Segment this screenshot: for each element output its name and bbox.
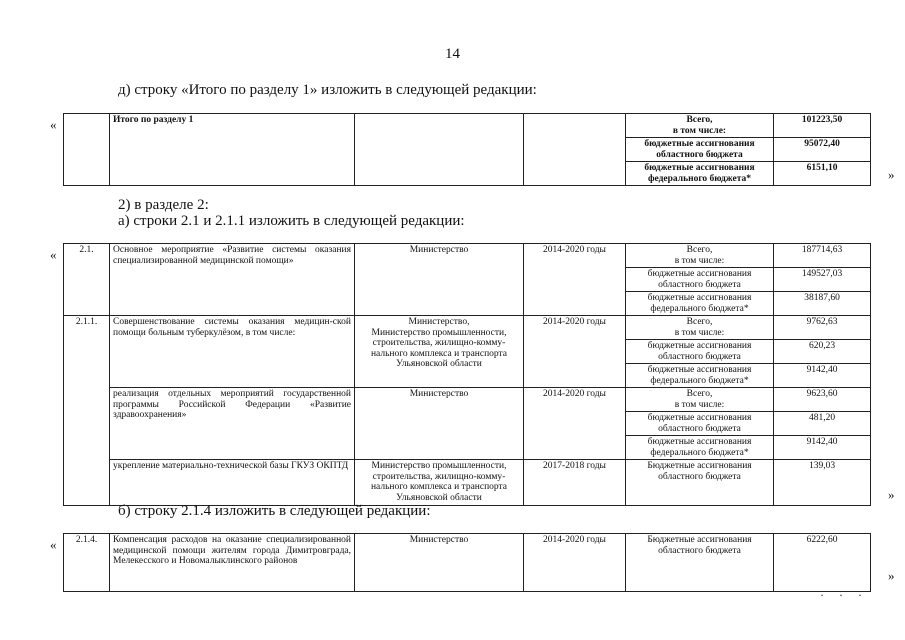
paragraph-b: б) строку 2.1.4 изложить в следующей редакции: <box>118 503 431 519</box>
paragraph-a: а) строки 2.1 и 2.1.1 изложить в следующей редакции: <box>118 213 465 229</box>
row-period: 2014-2020 годы <box>524 534 626 592</box>
regional-value: 6222,60 <box>774 534 871 592</box>
table-row-2-1-4 <box>63 533 871 592</box>
row-name: укрепление материально-технической базы ГКУЗ ОКПТД <box>110 460 355 506</box>
total-value: 101223,50 <box>774 114 871 138</box>
cell-num <box>64 114 110 186</box>
row-period: 2014-2020 годы <box>524 316 626 388</box>
regional-value: 139,03 <box>774 460 871 506</box>
close-quote: » <box>888 167 895 182</box>
federal-desc: бюджетные ассигнования федерального бюджета* <box>626 364 774 388</box>
row-executor: Министерство <box>355 244 524 316</box>
total-value: 187714,63 <box>774 244 871 268</box>
row-number: 2.1. <box>64 244 110 316</box>
federal-value: 38187,60 <box>774 292 871 316</box>
federal-value: 9142,40 <box>774 436 871 460</box>
cell-executor <box>355 114 524 186</box>
regional-desc: бюджетные ассигнования областного бюджета <box>626 412 774 436</box>
regional-desc: Бюджетные ассигнования областного бюджета <box>626 460 774 506</box>
regional-desc: бюджетные ассигнования областного бюджета <box>626 268 774 292</box>
row-executor: Министерство, Министерство промышленности, строительства, жилищно-комму- нального комплекса и транспорта Ульяновской области <box>355 316 524 388</box>
regional-desc: бюджетные ассигнования областного бюджета <box>626 138 774 162</box>
open-quote: « <box>50 247 57 262</box>
row-name: Основное мероприятие «Развитие системы оказания специализированной медицинской помощи» <box>110 244 355 316</box>
footer-marks: · · · <box>820 588 868 602</box>
row-period: 2014-2020 годы <box>524 388 626 460</box>
regional-value: 149527,03 <box>774 268 871 292</box>
regional-value: 95072,40 <box>774 138 871 162</box>
federal-desc: бюджетные ассигнования федерального бюджета* <box>626 292 774 316</box>
close-quote: » <box>888 487 895 502</box>
regional-desc: Бюджетные ассигнования областного бюджета <box>626 534 774 592</box>
row-executor: Министерство промышленности, строительства, жилищно-комму- нального комплекса и транспорта Ульяновской области <box>355 460 524 506</box>
row-name: реализация отдельных мероприятий государственной программы Российской Федерации «Развитие здравоохранения» <box>110 388 355 460</box>
row-executor: Министерство <box>355 534 524 592</box>
open-quote: « <box>50 537 57 552</box>
table-total-section-1 <box>63 113 871 186</box>
federal-desc: бюджетные ассигнования федерального бюджета* <box>626 436 774 460</box>
row-number: 2.1.1. <box>64 316 110 506</box>
cell-period <box>524 114 626 186</box>
close-quote: » <box>888 568 895 583</box>
paragraph-2: 2) в разделе 2: <box>118 197 209 213</box>
row-period: 2014-2020 годы <box>524 244 626 316</box>
total-desc: Всего, в том числе: <box>626 388 774 412</box>
regional-value: 481,20 <box>774 412 871 436</box>
open-quote: « <box>50 117 57 132</box>
federal-value: 9142,40 <box>774 364 871 388</box>
table-rows-2-1 <box>63 243 871 506</box>
total-desc: Всего, в том числе: <box>626 114 774 138</box>
total-value: 9623,60 <box>774 388 871 412</box>
regional-desc: бюджетные ассигнования областного бюджета <box>626 340 774 364</box>
page-number: 14 <box>445 46 460 62</box>
row-name: Компенсация расходов на оказание специализированной медицинской помощи жителям города Димитровграда, Мелекесского и Новомалыклинского районов <box>110 534 355 592</box>
total-desc: Всего, в том числе: <box>626 244 774 268</box>
row-name: Совершенствование системы оказания медицин-ской помощи больным туберкулёзом, в том числе: <box>110 316 355 388</box>
row-number: 2.1.4. <box>64 534 110 592</box>
row-executor: Министерство <box>355 388 524 460</box>
total-value: 9762,63 <box>774 316 871 340</box>
total-desc: Всего, в том числе: <box>626 316 774 340</box>
total-label: Итого по разделу 1 <box>110 114 355 186</box>
regional-value: 620,23 <box>774 340 871 364</box>
row-period: 2017-2018 годы <box>524 460 626 506</box>
federal-value: 6151,10 <box>774 162 871 186</box>
paragraph-d: д) строку «Итого по разделу 1» изложить в следующей редакции: <box>118 82 537 98</box>
federal-desc: бюджетные ассигнования федерального бюджета* <box>626 162 774 186</box>
